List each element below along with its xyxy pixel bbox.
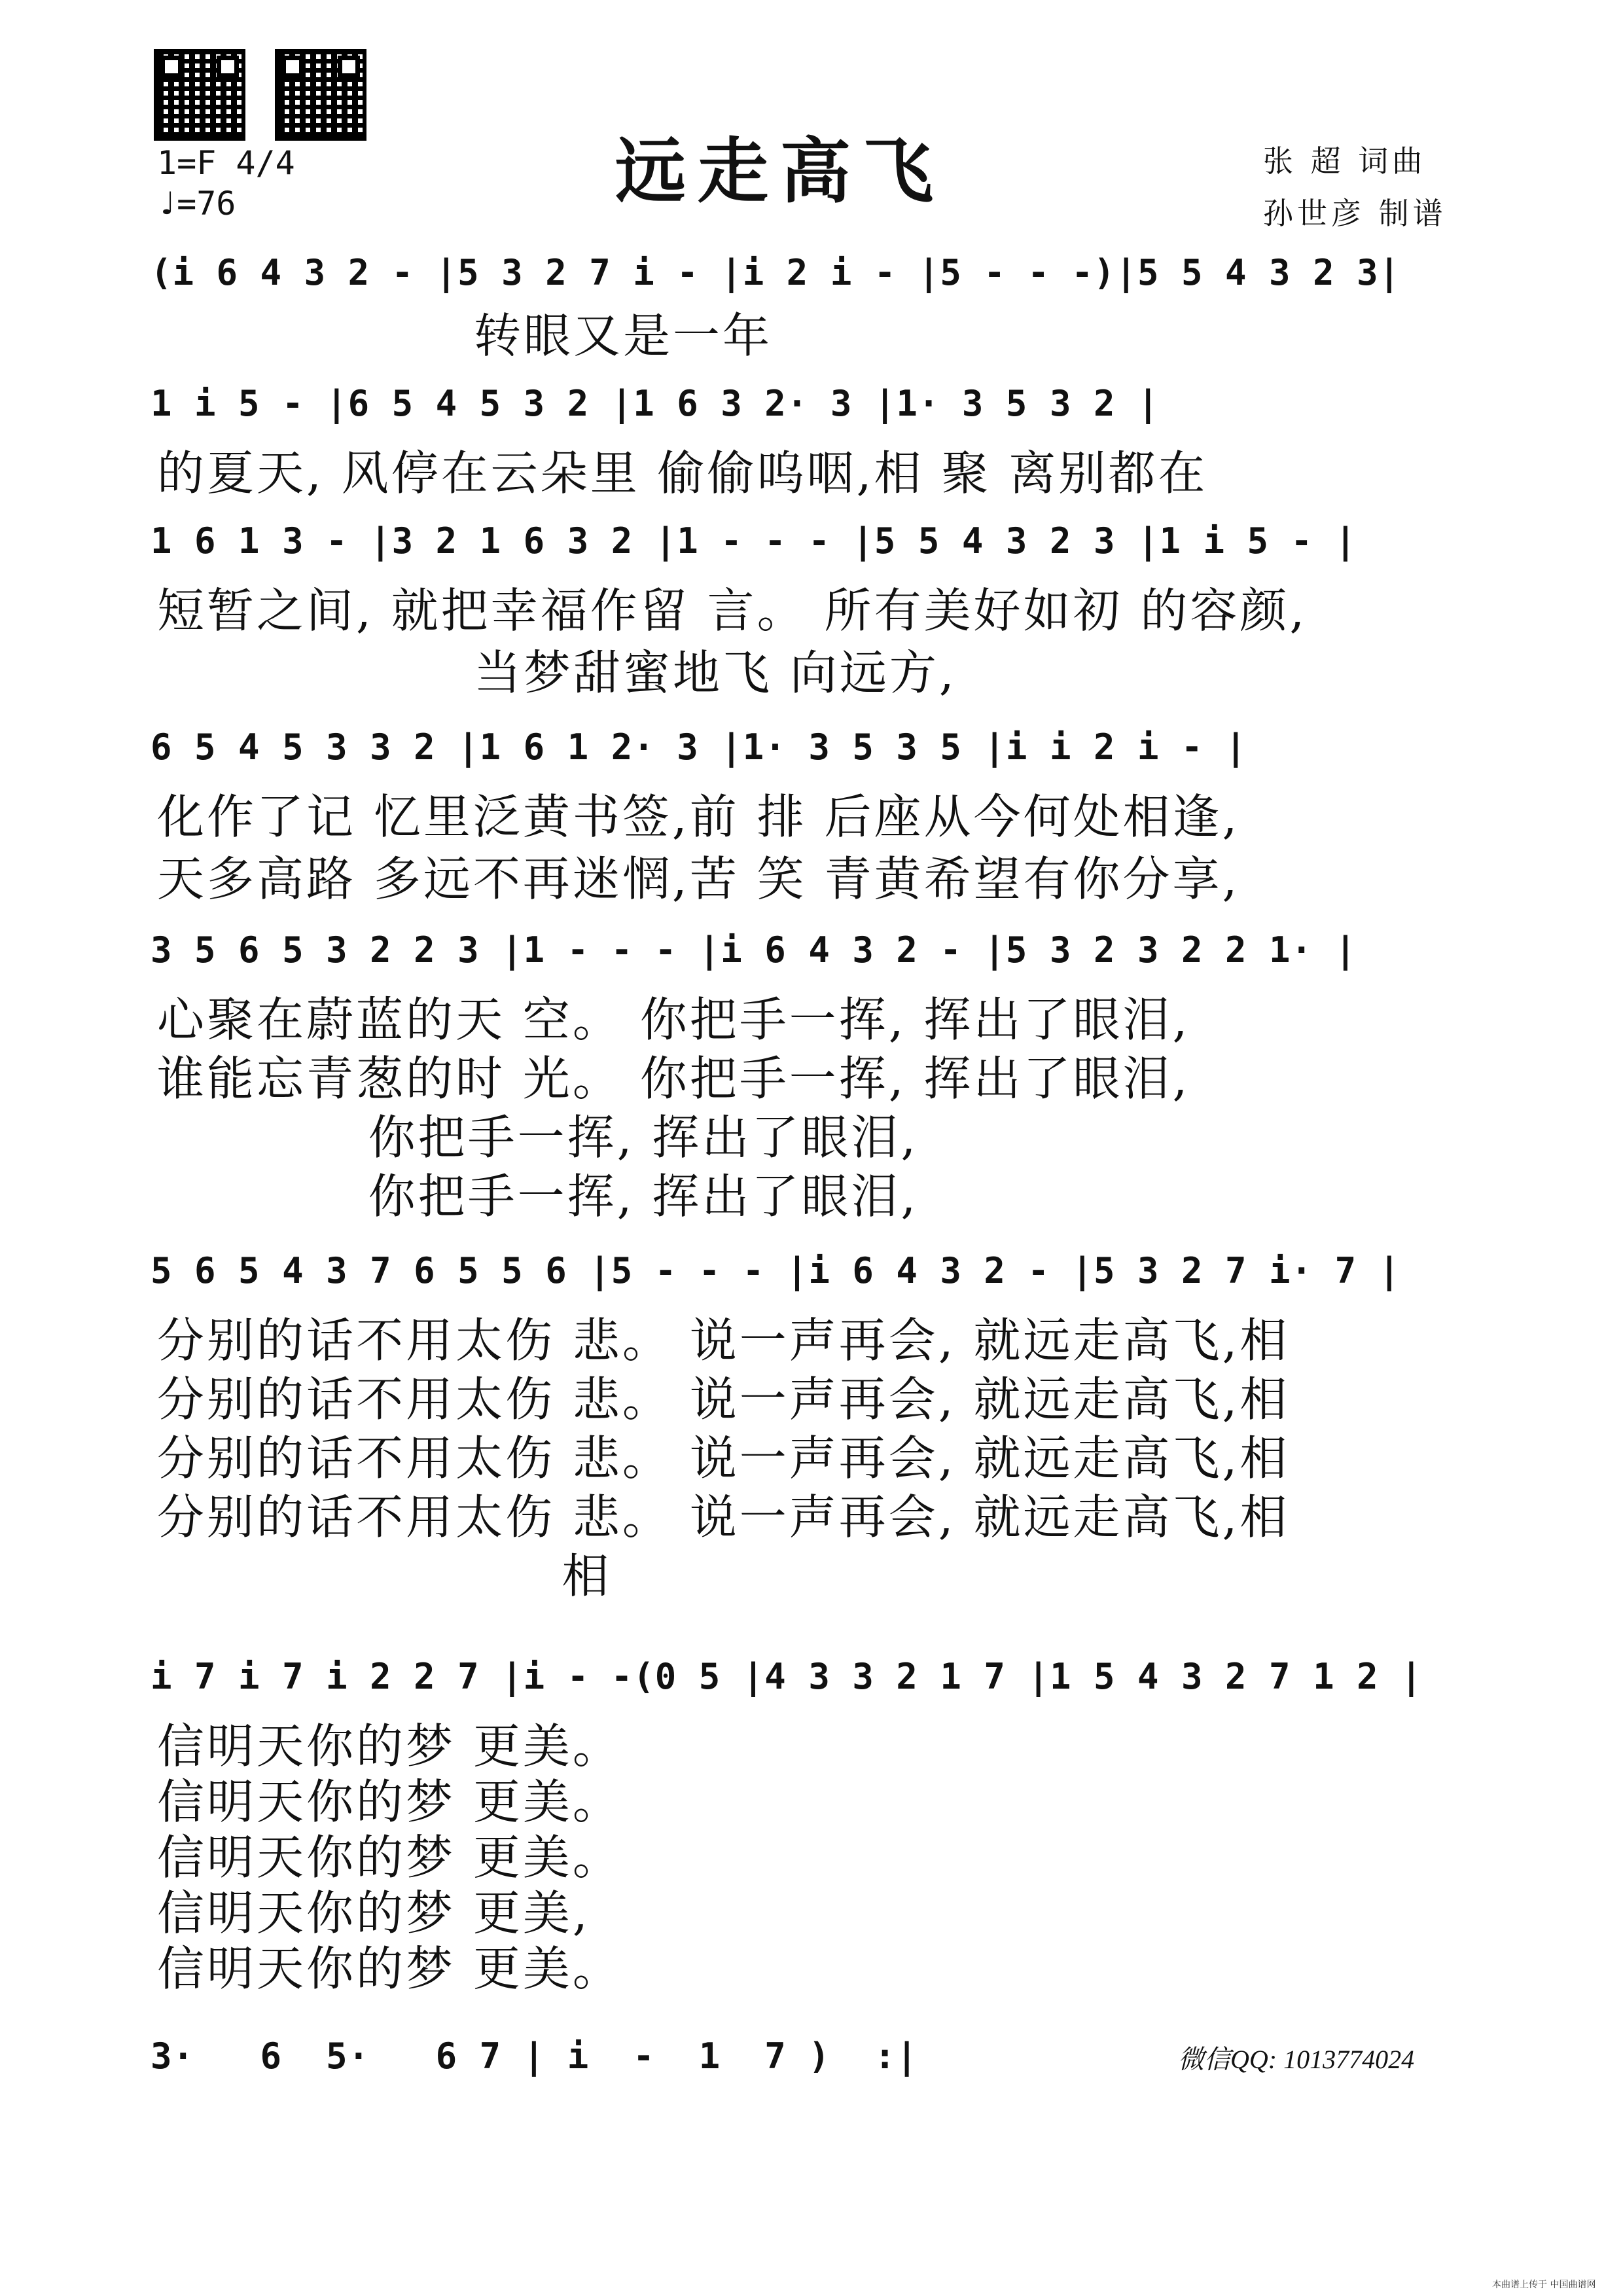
lyric-line: 当梦甜蜜地飞 向远方, [157, 645, 957, 700]
lyric-line: 分别的话不用太伤 悲。 说一声再会, 就远走高飞,相 [157, 1431, 1290, 1486]
notation-line: 5 6 5 4 3 7 6 5 5 6 |5 - - - |i 6 4 3 2 - |5 3 2 7 i· 7 | [151, 1250, 1401, 1291]
qr-code-image [154, 49, 245, 141]
lyric-line: 天多高路 多远不再迷惘,苦 笑 青黄希望有你分享, [157, 852, 1240, 906]
lyric-line: 分别的话不用太伤 悲。 说一声再会, 就远走高飞,相 [157, 1372, 1290, 1427]
notation-line: 1 i 5 - |6 5 4 5 3 2 |1 6 3 2· 3 |1· 3 5 3 2 | [151, 383, 1160, 424]
notation-line: i 7 i 7 i 2 2 7 |i - -(0 5 |4 3 3 2 1 7 |1 5 4 3 2 7 1 2 | [151, 1656, 1423, 1697]
composer-credit: 张 超 词曲 [1263, 143, 1427, 179]
notation-line: 3 5 6 5 3 2 2 3 |1 - - - |i 6 4 3 2 - |5 3 2 3 2 2 1· | [151, 929, 1357, 971]
lyric-line: 信明天你的梦 更美。 [157, 1941, 622, 1996]
lyric-line: 心聚在蔚蓝的天 空。 你把手一挥, 挥出了眼泪, [157, 992, 1190, 1047]
lyric-line: 信明天你的梦 更美, [157, 1886, 590, 1941]
lyric-line: 分别的话不用太伤 悲。 说一声再会, 就远走高飞,相 [157, 1313, 1290, 1368]
lyric-line: 转眼又是一年 [157, 308, 772, 363]
lyric-line: 的夏天, 风停在云朵里 偷偷呜咽,相 聚 离别都在 [157, 446, 1208, 501]
contact-info: 微信QQ: 1013774024 [1178, 2045, 1415, 2074]
lyric-line: 信明天你的梦 更美。 [157, 1830, 622, 1885]
notation-line: 6 5 4 5 3 3 2 |1 6 1 2· 3 |1· 3 5 3 5 |i i 2 i - | [151, 726, 1247, 768]
lyric-line: 分别的话不用太伤 悲。 说一声再会, 就远走高飞,相 [157, 1490, 1290, 1545]
tempo-marking: ♩=76 [157, 185, 236, 223]
lyric-line: 你把手一挥, 挥出了眼泪, [157, 1110, 919, 1165]
source-footer: 本曲谱上传于 中国曲谱网 [1492, 2280, 1596, 2290]
notation-line: (i 6 4 3 2 - |5 3 2 7 i - |i 2 i - |5 - - -)|5 5 4 3 2 3| [151, 252, 1401, 293]
lyric-line: 信明天你的梦 更美。 [157, 1774, 622, 1829]
lyric-line: 谁能忘青葱的时 光。 你把手一挥, 挥出了眼泪, [157, 1051, 1190, 1106]
notation-line: 1 6 1 3 - |3 2 1 6 3 2 |1 - - - |5 5 4 3 2 3 |1 i 5 - | [151, 520, 1357, 562]
lyric-line: 相 [157, 1549, 612, 1604]
lyric-line: 短暂之间, 就把幸福作留 言。 所有美好如初 的容颜, [157, 583, 1308, 638]
qr-code-image [275, 49, 366, 141]
key-signature: 1=F 4/4 [157, 144, 295, 182]
notation-line: 3· 6 5· 6 7 | i - 1 7 ) :| [151, 2036, 918, 2077]
lyric-line: 信明天你的梦 更美。 [157, 1719, 622, 1774]
page-title: 远走高飞 [615, 130, 946, 213]
lyric-line: 你把手一挥, 挥出了眼泪, [157, 1169, 919, 1224]
arranger-credit: 孙世彦 制谱 [1263, 196, 1447, 231]
lyric-line: 化作了记 忆里泛黄书签,前 排 后座从今何处相逢, [157, 789, 1240, 844]
